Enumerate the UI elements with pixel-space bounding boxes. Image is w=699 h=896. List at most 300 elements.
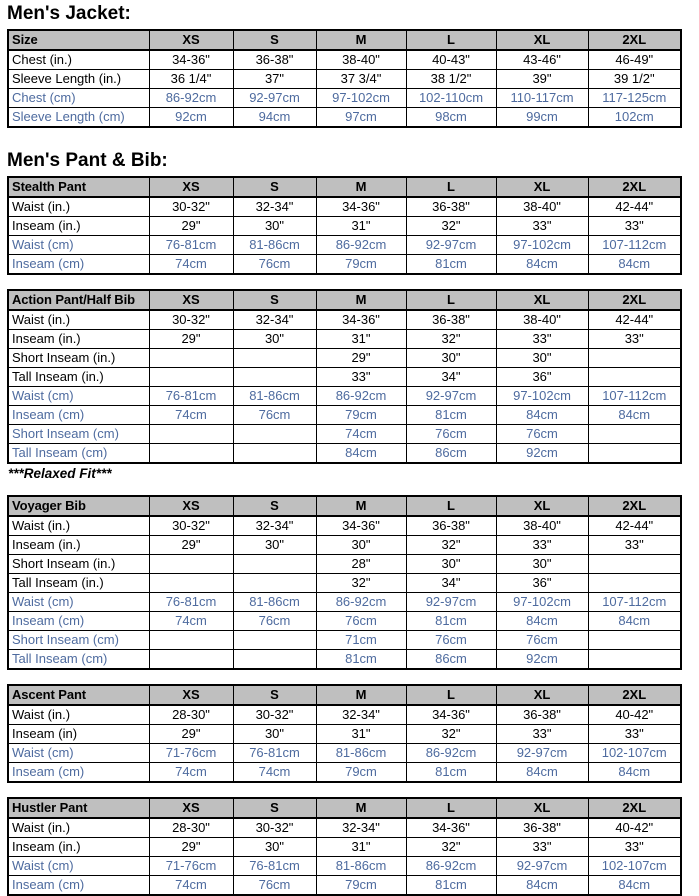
table-row-inseam-cm xyxy=(8,763,681,783)
size-cell: 31" xyxy=(316,217,406,236)
table-row-waist-in xyxy=(8,197,681,217)
row-label: Inseam (in.) xyxy=(8,536,149,555)
column-header-m: M xyxy=(316,290,406,310)
table-row-short-inseam-in xyxy=(8,555,681,574)
size-cell: 29" xyxy=(149,838,233,857)
size-cell: 92cm xyxy=(496,650,588,670)
column-header-xl: XL xyxy=(496,177,588,197)
row-label: Inseam (cm) xyxy=(8,406,149,425)
size-cell xyxy=(233,349,316,368)
table-row-waist-cm xyxy=(8,387,681,406)
size-cell xyxy=(149,555,233,574)
size-cell: 33" xyxy=(588,838,681,857)
size-cell: 33" xyxy=(588,217,681,236)
size-cell: 43-46" xyxy=(496,50,588,70)
row-label: Inseam (in) xyxy=(8,725,149,744)
size-cell: 74cm xyxy=(149,612,233,631)
size-cell: 86-92cm xyxy=(316,387,406,406)
size-cell: 86-92cm xyxy=(316,236,406,255)
size-cell: 92-97cm xyxy=(496,744,588,763)
size-cell: 32" xyxy=(406,838,496,857)
size-cell: 102cm xyxy=(588,108,681,128)
row-label: Waist (cm) xyxy=(8,744,149,763)
header-row xyxy=(8,290,681,310)
size-cell xyxy=(588,555,681,574)
size-cell: 81-86cm xyxy=(233,236,316,255)
row-label: Short Inseam (in.) xyxy=(8,349,149,368)
table-row-waist-cm xyxy=(8,236,681,255)
size-cell: 97-102cm xyxy=(496,236,588,255)
row-label: Tall Inseam (cm) xyxy=(8,650,149,670)
size-cell: 34-36" xyxy=(149,50,233,70)
row-label: Inseam (cm) xyxy=(8,612,149,631)
column-header-s: S xyxy=(233,685,316,705)
size-cell: 33" xyxy=(496,725,588,744)
size-cell: 84cm xyxy=(588,876,681,896)
size-cell: 86-92cm xyxy=(406,857,496,876)
row-label: Tall Inseam (in.) xyxy=(8,574,149,593)
column-header-2xl: 2XL xyxy=(588,685,681,705)
size-cell: 81-86cm xyxy=(316,857,406,876)
size-cell: 46-49" xyxy=(588,50,681,70)
column-header-s: S xyxy=(233,177,316,197)
size-cell: 36-38" xyxy=(406,516,496,536)
size-cell: 30-32" xyxy=(149,516,233,536)
column-header-xs: XS xyxy=(149,30,233,50)
size-cell: 92cm xyxy=(496,444,588,464)
size-cell: 81cm xyxy=(406,255,496,275)
column-header-m: M xyxy=(316,496,406,516)
table-row-inseam-in xyxy=(8,536,681,555)
row-label: Inseam (cm) xyxy=(8,255,149,275)
column-header-xl: XL xyxy=(496,30,588,50)
size-cell: 31" xyxy=(316,330,406,349)
table-row-inseam-cm xyxy=(8,612,681,631)
column-header-l: L xyxy=(406,177,496,197)
column-header-s: S xyxy=(233,30,316,50)
heading-mens-jacket: Men's Jacket: xyxy=(7,3,131,24)
size-cell: 76-81cm xyxy=(149,387,233,406)
table-row-waist-in xyxy=(8,516,681,536)
size-cell: 84cm xyxy=(496,612,588,631)
row-label: Tall Inseam (cm) xyxy=(8,444,149,464)
size-cell: 97cm xyxy=(316,108,406,128)
size-cell: 97-102cm xyxy=(496,387,588,406)
size-cell: 36-38" xyxy=(406,310,496,330)
size-cell: 74cm xyxy=(149,406,233,425)
header-row xyxy=(8,177,681,197)
column-header-2xl: 2XL xyxy=(588,496,681,516)
size-cell: 81-86cm xyxy=(233,387,316,406)
size-cell: 92-97cm xyxy=(406,236,496,255)
size-cell: 84cm xyxy=(496,406,588,425)
size-cell: 86-92cm xyxy=(316,593,406,612)
table-row-waist-in xyxy=(8,310,681,330)
row-label: Waist (cm) xyxy=(8,857,149,876)
table-row-chest-in xyxy=(8,50,681,70)
size-cell: 33" xyxy=(588,725,681,744)
size-cell: 34-36" xyxy=(406,818,496,838)
size-cell: 71cm xyxy=(316,631,406,650)
size-cell: 76-81cm xyxy=(233,744,316,763)
size-cell: 76cm xyxy=(233,406,316,425)
size-cell: 76-81cm xyxy=(233,857,316,876)
size-cell: 84cm xyxy=(588,406,681,425)
table-row-tall-inseam-cm xyxy=(8,444,681,464)
size-cell: 76cm xyxy=(316,612,406,631)
size-cell: 32" xyxy=(406,330,496,349)
size-cell: 92cm xyxy=(149,108,233,128)
size-cell: 97-102cm xyxy=(316,89,406,108)
row-label: Short Inseam (cm) xyxy=(8,631,149,650)
size-cell: 28-30" xyxy=(149,818,233,838)
size-cell: 30" xyxy=(406,349,496,368)
size-cell: 84cm xyxy=(588,255,681,275)
size-cell: 34" xyxy=(406,574,496,593)
size-cell: 30" xyxy=(316,536,406,555)
size-cell xyxy=(588,650,681,670)
size-cell xyxy=(233,631,316,650)
size-cell: 36-38" xyxy=(406,197,496,217)
size-cell xyxy=(588,444,681,464)
size-cell: 81cm xyxy=(406,612,496,631)
size-cell: 29" xyxy=(149,217,233,236)
column-header-2xl: 2XL xyxy=(588,177,681,197)
table-title-hustler-pant: Hustler Pant xyxy=(8,798,149,818)
size-cell: 31" xyxy=(316,838,406,857)
jacket-section xyxy=(7,29,680,128)
size-cell: 76cm xyxy=(406,425,496,444)
size-cell: 33" xyxy=(496,838,588,857)
size-cell xyxy=(233,555,316,574)
heading-mens-pant-bib: Men's Pant & Bib: xyxy=(7,150,168,171)
column-header-2xl: 2XL xyxy=(588,290,681,310)
size-cell: 71-76cm xyxy=(149,857,233,876)
size-table-action-pant-half-bib xyxy=(7,289,682,464)
size-cell xyxy=(233,368,316,387)
row-label: Waist (in.) xyxy=(8,516,149,536)
column-header-xs: XS xyxy=(149,177,233,197)
size-cell: 37" xyxy=(233,70,316,89)
size-table-stealth-pant xyxy=(7,176,682,275)
size-cell: 34-36" xyxy=(406,705,496,725)
size-cell: 76cm xyxy=(496,425,588,444)
table-title-ascent-pant: Ascent Pant xyxy=(8,685,149,705)
row-label: Inseam (cm) xyxy=(8,876,149,896)
table-row-tall-inseam-in xyxy=(8,368,681,387)
row-label: Waist (in.) xyxy=(8,818,149,838)
table-row-sleeve-length-cm xyxy=(8,108,681,128)
size-cell: 86cm xyxy=(406,444,496,464)
column-header-xs: XS xyxy=(149,798,233,818)
table-row-waist-cm xyxy=(8,857,681,876)
table-row-waist-in xyxy=(8,705,681,725)
size-cell xyxy=(149,444,233,464)
column-header-l: L xyxy=(406,685,496,705)
size-cell: 84cm xyxy=(316,444,406,464)
size-cell: 81cm xyxy=(406,406,496,425)
table-row-inseam-cm xyxy=(8,255,681,275)
size-cell: 107-112cm xyxy=(588,236,681,255)
size-cell: 30" xyxy=(233,838,316,857)
pant-bib-section xyxy=(7,176,680,896)
size-cell: 81cm xyxy=(406,876,496,896)
size-cell: 79cm xyxy=(316,763,406,783)
row-label: Short Inseam (cm) xyxy=(8,425,149,444)
relaxed-fit-note: ***Relaxed Fit*** xyxy=(8,466,112,481)
size-cell: 71-76cm xyxy=(149,744,233,763)
size-cell: 102-107cm xyxy=(588,857,681,876)
column-header-xs: XS xyxy=(149,496,233,516)
size-cell: 32-34" xyxy=(233,310,316,330)
column-header-l: L xyxy=(406,798,496,818)
column-header-m: M xyxy=(316,798,406,818)
size-cell: 110-117cm xyxy=(496,89,588,108)
table-row-short-inseam-cm xyxy=(8,631,681,650)
table-row-tall-inseam-cm xyxy=(8,650,681,670)
size-cell: 34-36" xyxy=(316,516,406,536)
size-cell xyxy=(149,349,233,368)
size-cell: 92-97cm xyxy=(406,387,496,406)
size-cell: 29" xyxy=(149,725,233,744)
size-cell: 76-81cm xyxy=(149,593,233,612)
column-header-l: L xyxy=(406,290,496,310)
size-cell: 79cm xyxy=(316,255,406,275)
row-label: Sleeve Length (cm) xyxy=(8,108,149,128)
size-cell: 33" xyxy=(316,368,406,387)
size-cell xyxy=(149,650,233,670)
size-cell: 30" xyxy=(233,725,316,744)
size-cell: 30-32" xyxy=(233,705,316,725)
column-header-m: M xyxy=(316,685,406,705)
table-row-tall-inseam-in xyxy=(8,574,681,593)
size-cell: 92-97cm xyxy=(406,593,496,612)
size-cell: 84cm xyxy=(496,255,588,275)
size-cell: 86-92cm xyxy=(406,744,496,763)
row-label: Waist (in.) xyxy=(8,197,149,217)
size-cell xyxy=(149,368,233,387)
size-cell: 74cm xyxy=(316,425,406,444)
size-cell: 99cm xyxy=(496,108,588,128)
row-label: Waist (in.) xyxy=(8,310,149,330)
size-cell: 30" xyxy=(233,330,316,349)
size-table-hustler-pant xyxy=(7,797,682,896)
column-header-xl: XL xyxy=(496,798,588,818)
table-title-voyager-bib: Voyager Bib xyxy=(8,496,149,516)
size-cell: 34" xyxy=(406,368,496,387)
size-cell: 33" xyxy=(588,536,681,555)
row-label: Tall Inseam (in.) xyxy=(8,368,149,387)
size-cell: 98cm xyxy=(406,108,496,128)
size-cell: 94cm xyxy=(233,108,316,128)
size-cell xyxy=(233,574,316,593)
size-cell: 38-40" xyxy=(496,310,588,330)
size-cell: 30-32" xyxy=(149,310,233,330)
size-cell: 30" xyxy=(496,349,588,368)
table-row-inseam-in xyxy=(8,330,681,349)
row-label: Inseam (cm) xyxy=(8,763,149,783)
row-label: Waist (cm) xyxy=(8,387,149,406)
size-cell: 30" xyxy=(233,217,316,236)
size-cell: 42-44" xyxy=(588,516,681,536)
size-cell xyxy=(233,444,316,464)
size-cell: 92-97cm xyxy=(233,89,316,108)
column-header-xl: XL xyxy=(496,496,588,516)
size-cell: 33" xyxy=(496,217,588,236)
size-cell xyxy=(588,631,681,650)
size-table-size xyxy=(7,29,682,128)
table-row-short-inseam-cm xyxy=(8,425,681,444)
row-label: Waist (cm) xyxy=(8,593,149,612)
size-cell: 32" xyxy=(316,574,406,593)
column-header-l: L xyxy=(406,496,496,516)
size-cell: 28-30" xyxy=(149,705,233,725)
size-cell: 40-42" xyxy=(588,818,681,838)
column-header-m: M xyxy=(316,30,406,50)
size-cell: 76cm xyxy=(406,631,496,650)
size-cell: 36-38" xyxy=(233,50,316,70)
size-cell: 30-32" xyxy=(233,818,316,838)
column-header-xs: XS xyxy=(149,290,233,310)
table-row-short-inseam-in xyxy=(8,349,681,368)
size-cell xyxy=(588,574,681,593)
size-cell: 79cm xyxy=(316,406,406,425)
table-row-inseam-in xyxy=(8,838,681,857)
size-cell: 74cm xyxy=(149,763,233,783)
column-header-xl: XL xyxy=(496,685,588,705)
size-cell: 38 1/2" xyxy=(406,70,496,89)
header-row xyxy=(8,798,681,818)
size-cell: 38-40" xyxy=(496,516,588,536)
size-cell: 84cm xyxy=(588,763,681,783)
size-cell xyxy=(149,631,233,650)
size-cell: 30" xyxy=(406,555,496,574)
size-cell: 38-40" xyxy=(316,50,406,70)
size-cell: 81cm xyxy=(316,650,406,670)
column-header-m: M xyxy=(316,177,406,197)
size-cell: 36 1/4" xyxy=(149,70,233,89)
column-header-2xl: 2XL xyxy=(588,30,681,50)
column-header-s: S xyxy=(233,798,316,818)
size-cell: 29" xyxy=(316,349,406,368)
size-cell: 31" xyxy=(316,725,406,744)
table-row-sleeve-length-in xyxy=(8,70,681,89)
size-cell: 30-32" xyxy=(149,197,233,217)
size-cell: 42-44" xyxy=(588,197,681,217)
size-cell: 38-40" xyxy=(496,197,588,217)
size-cell: 29" xyxy=(149,536,233,555)
column-header-xs: XS xyxy=(149,685,233,705)
size-cell: 74cm xyxy=(233,763,316,783)
table-title-stealth-pant: Stealth Pant xyxy=(8,177,149,197)
size-cell: 81-86cm xyxy=(233,593,316,612)
size-cell: 34-36" xyxy=(316,197,406,217)
size-cell xyxy=(588,368,681,387)
row-label: Inseam (in.) xyxy=(8,330,149,349)
size-cell: 81cm xyxy=(406,763,496,783)
size-cell xyxy=(588,425,681,444)
size-table-ascent-pant xyxy=(7,684,682,783)
table-row-waist-cm xyxy=(8,593,681,612)
size-cell xyxy=(233,425,316,444)
row-label: Waist (cm) xyxy=(8,236,149,255)
size-cell: 32" xyxy=(406,725,496,744)
size-cell xyxy=(233,650,316,670)
size-cell: 74cm xyxy=(149,255,233,275)
table-title-size: Size xyxy=(8,30,149,50)
size-cell: 76cm xyxy=(233,255,316,275)
header-row xyxy=(8,685,681,705)
size-cell: 32" xyxy=(406,217,496,236)
table-row-waist-cm xyxy=(8,744,681,763)
size-cell: 76cm xyxy=(233,876,316,896)
size-cell: 79cm xyxy=(316,876,406,896)
size-cell: 76cm xyxy=(233,612,316,631)
size-cell: 40-42" xyxy=(588,705,681,725)
column-header-s: S xyxy=(233,496,316,516)
size-cell: 30" xyxy=(233,536,316,555)
table-row-inseam-in xyxy=(8,217,681,236)
size-cell: 36-38" xyxy=(496,705,588,725)
header-row xyxy=(8,30,681,50)
row-label: Waist (in.) xyxy=(8,705,149,725)
column-header-s: S xyxy=(233,290,316,310)
size-cell: 107-112cm xyxy=(588,593,681,612)
size-cell: 33" xyxy=(496,536,588,555)
size-cell: 32-34" xyxy=(233,516,316,536)
size-cell: 32-34" xyxy=(233,197,316,217)
column-header-l: L xyxy=(406,30,496,50)
size-cell: 36" xyxy=(496,574,588,593)
size-cell: 74cm xyxy=(149,876,233,896)
size-cell: 34-36" xyxy=(316,310,406,330)
size-cell: 92-97cm xyxy=(496,857,588,876)
row-label: Chest (in.) xyxy=(8,50,149,70)
size-cell: 37 3/4" xyxy=(316,70,406,89)
row-label: Inseam (in.) xyxy=(8,838,149,857)
size-cell: 33" xyxy=(496,330,588,349)
size-cell: 84cm xyxy=(496,876,588,896)
row-label: Sleeve Length (in.) xyxy=(8,70,149,89)
size-cell: 39" xyxy=(496,70,588,89)
size-cell: 97-102cm xyxy=(496,593,588,612)
size-cell: 40-43" xyxy=(406,50,496,70)
table-row-inseam-cm xyxy=(8,406,681,425)
size-cell: 117-125cm xyxy=(588,89,681,108)
size-cell: 32" xyxy=(406,536,496,555)
size-cell: 84cm xyxy=(588,612,681,631)
size-cell: 36-38" xyxy=(496,818,588,838)
size-cell: 84cm xyxy=(496,763,588,783)
size-cell: 107-112cm xyxy=(588,387,681,406)
size-cell: 33" xyxy=(588,330,681,349)
row-label: Short Inseam (in.) xyxy=(8,555,149,574)
size-table-voyager-bib xyxy=(7,495,682,670)
size-cell xyxy=(149,425,233,444)
size-cell: 36" xyxy=(496,368,588,387)
size-cell: 29" xyxy=(149,330,233,349)
table-row-chest-cm xyxy=(8,89,681,108)
table-row-inseam-in xyxy=(8,725,681,744)
size-cell: 86cm xyxy=(406,650,496,670)
row-label: Chest (cm) xyxy=(8,89,149,108)
size-cell: 76-81cm xyxy=(149,236,233,255)
size-cell: 76cm xyxy=(496,631,588,650)
size-cell: 32-34" xyxy=(316,818,406,838)
table-row-waist-in xyxy=(8,818,681,838)
size-cell xyxy=(588,349,681,368)
column-header-2xl: 2XL xyxy=(588,798,681,818)
